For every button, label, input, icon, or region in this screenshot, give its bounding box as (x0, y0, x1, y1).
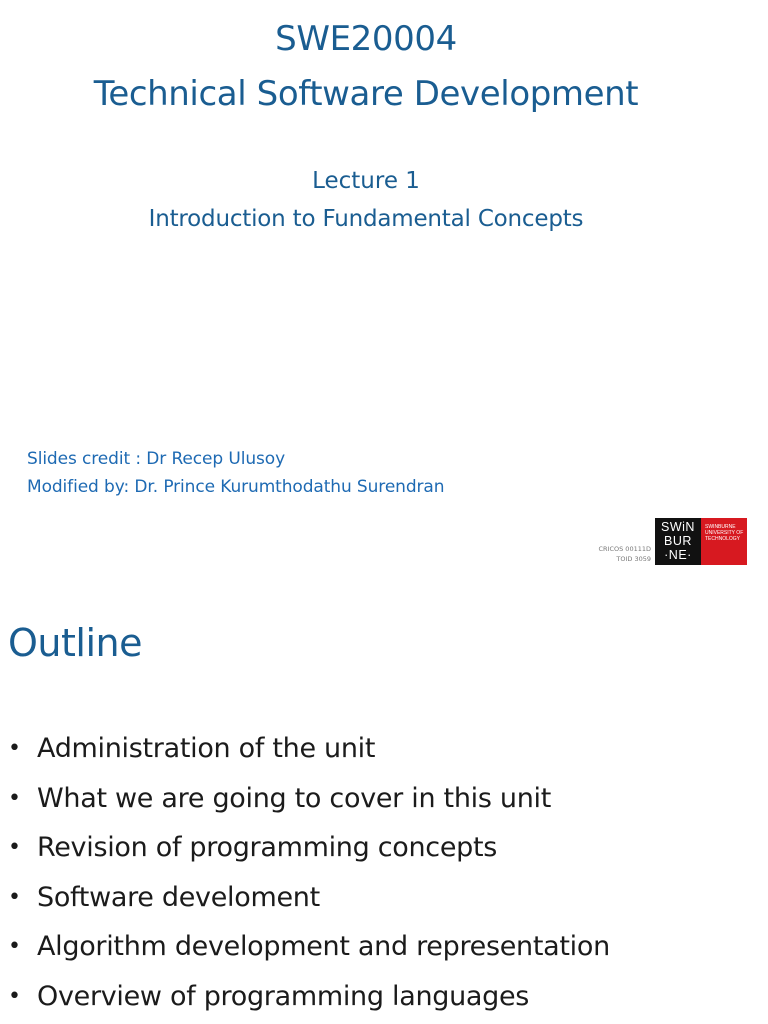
bullet-dot-icon: • (8, 884, 21, 910)
modified-by: Modified by: Dr. Prince Kurumthodathu Surendran (27, 477, 445, 497)
bullet-dot-icon: • (8, 835, 21, 860)
bullet-dot-icon: • (8, 983, 21, 1009)
outline-slide (0, 597, 768, 1024)
lecture-number: Lecture 1 (312, 168, 420, 194)
toid-line: TOID 3059 (616, 555, 651, 563)
bullet-dot-icon: • (8, 934, 21, 959)
logo-wordmark-line: UNIVERSITY OF (705, 530, 744, 536)
logo-wordmark-line: SWINBURNE (705, 524, 736, 530)
slides-credit: Slides credit : Dr Recep Ulusoy (27, 449, 286, 469)
bullet-dot-icon: • (8, 736, 21, 761)
course-name: Technical Software Development (93, 74, 639, 114)
logo-wordmark (701, 518, 747, 565)
outline-bullet-text: Revision of programming concepts (37, 832, 498, 863)
outline-bullet-text: Software develoment (37, 881, 320, 913)
logo-wordmark-line: TECHNOLOGY (705, 536, 741, 542)
logo-mark (655, 518, 701, 565)
outline-bullet-text: Algorithm development and representation (37, 931, 610, 962)
bullet-dot-icon: • (8, 785, 21, 811)
cricos-line: CRICOS 00111D (598, 545, 651, 553)
outline-bullet-text: What we are going to cover in this unit (37, 782, 552, 814)
course-code: SWE20004 (275, 19, 457, 59)
outline-bullet-text: Administration of the unit (37, 733, 376, 764)
logo-mark-line: SWiN (661, 520, 695, 534)
logo-mark-line: ·NE· (664, 548, 692, 562)
swinburne-logo (655, 518, 747, 565)
outline-bullet-text: Overview of programming languages (37, 980, 530, 1012)
lecture-title: Introduction to Fundamental Concepts (148, 206, 584, 232)
cricos-code (598, 544, 651, 564)
outline-heading: Outline (8, 621, 142, 665)
logo-mark-line: BUR (664, 534, 692, 548)
